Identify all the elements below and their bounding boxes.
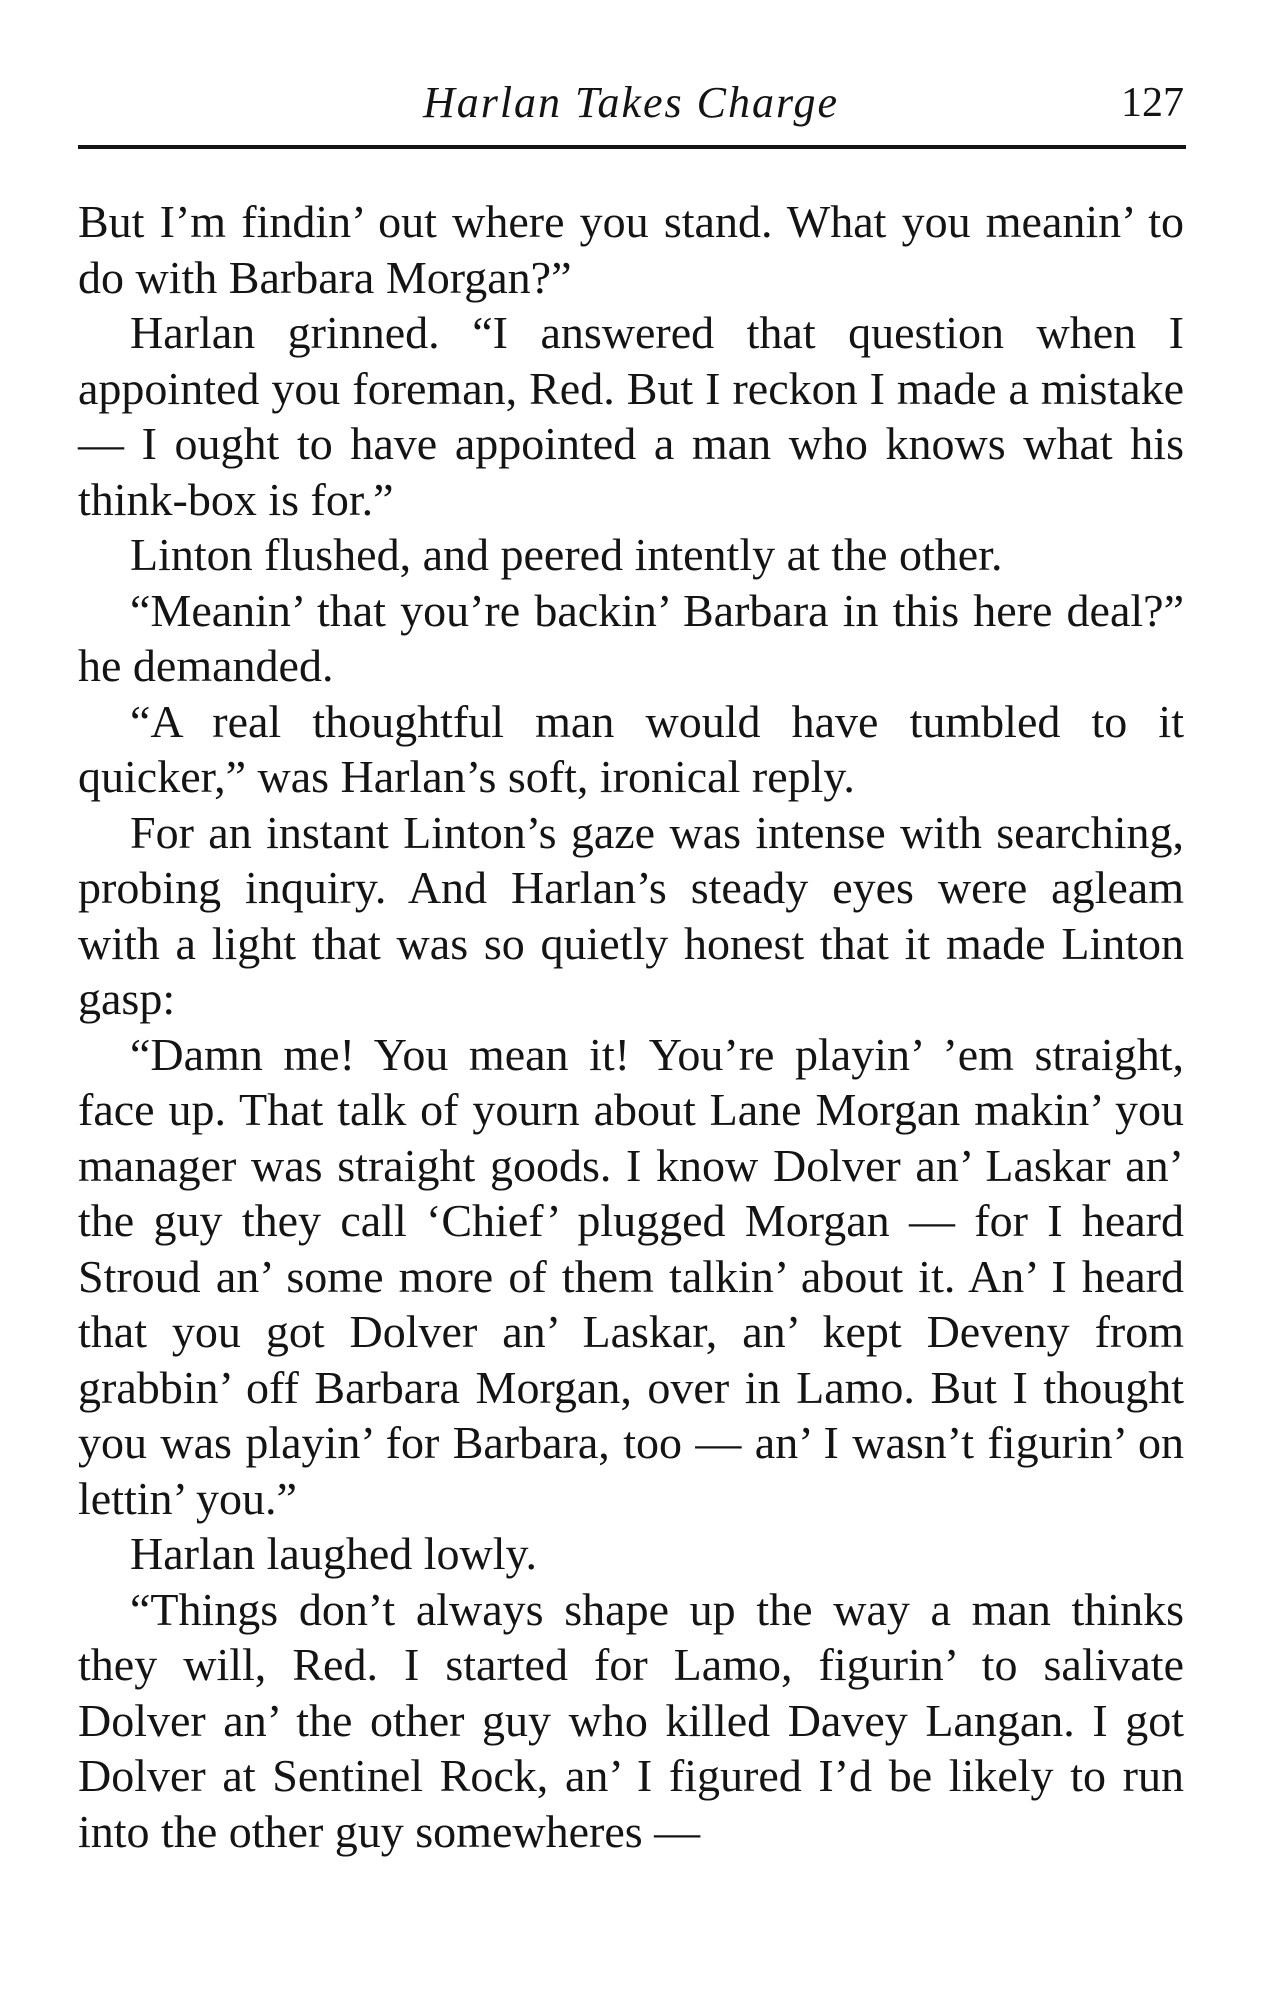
paragraph: “Damn me! You mean it! You’re playin’ ’em straight, face up. That talk of yourn about Lane Morgan makin’ you manager was straight goods. I know Dolver an’ Laskar an’ the guy they call ‘Chief’ plugged Morgan — for I heard Stroud an’ some more of them talkin’ about it. An’ I heard that you got Dolver an’ Laskar, an’ kept Deveny from grabbin’ off Barbara Morgan, over in Lamo. But I thought you was playin’ for Barbara, too — an’ I wasn’t figurin’ on lettin’ you.” bbox=[78, 1028, 1184, 1524]
paragraph: Linton flushed, and peered intently at the other. bbox=[130, 529, 1003, 580]
page-number: 127 bbox=[1121, 80, 1184, 126]
header-rule bbox=[78, 145, 1186, 149]
paragraph: “Meanin’ that you’re backin’ Barbara in this here deal?” he demanded. bbox=[78, 584, 1184, 691]
paragraph: For an instant Linton’s gaze was intense with searching, probing inquiry. And Harlan’s steady eyes were agleam with a light that was so quietly honest that it made Linton gasp: bbox=[78, 806, 1184, 1024]
body-text bbox=[78, 194, 1184, 1859]
running-header bbox=[78, 70, 1184, 136]
paragraph: “A real thoughtful man would have tumbled to it quicker,” was Harlan’s soft, ironical reply. bbox=[78, 695, 1184, 802]
running-title: Harlan Takes Charge bbox=[422, 78, 840, 127]
paragraph: Harlan grinned. “I answered that question when I appointed you foreman, Red. But I reckon I made a mistake — I ought to have appointed a man who knows what his think-box is for.” bbox=[78, 307, 1184, 525]
paragraph-continued: But I’m findin’ out where you stand. What you meanin’ to do with Barbara Morgan?” bbox=[78, 196, 1184, 303]
paragraph: Harlan laughed lowly. bbox=[130, 1528, 538, 1579]
paragraph: “Things don’t always shape up the way a man thinks they will, Red. I started for Lamo, figurin’ to salivate Dolver an’ the other guy who killed Davey Langan. I got Dolver at Sentinel Rock, an’ I figured I’d be likely to run into the other guy somewheres — bbox=[78, 1583, 1184, 1857]
